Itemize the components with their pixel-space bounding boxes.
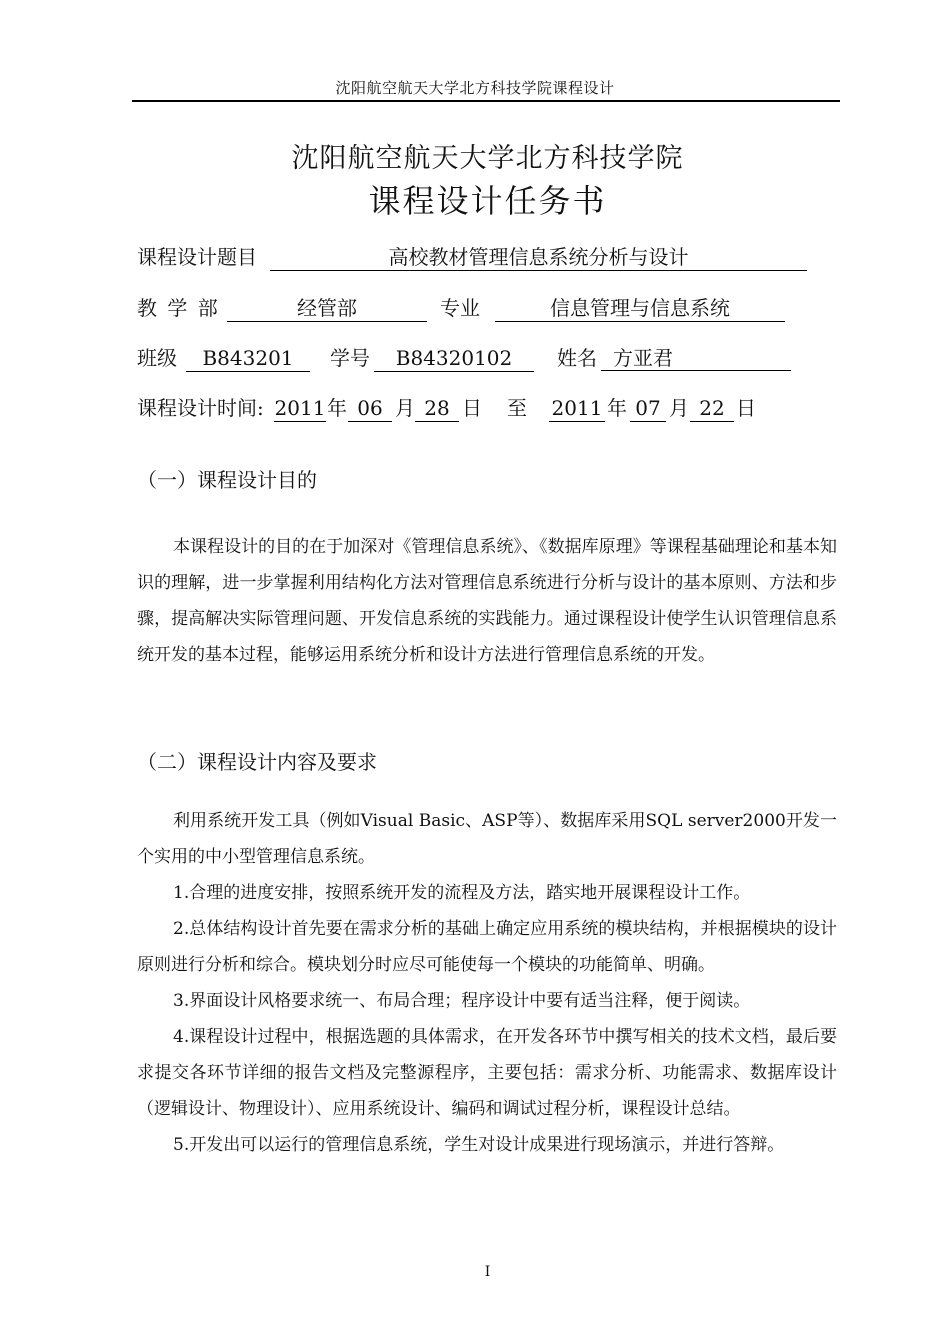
class-label: 班级	[137, 346, 177, 370]
section1-paragraph: 本课程设计的目的在于加深对《管理信息系统》、《数据库原理》等课程基础理论和基本知识的理解，进一步掌握利用结构化方法对管理信息系统进行分析与设计的基本原则、方法和步骤，提高解决实际管理问题、开发信息系统的实践能力。通过课程设计使学生认识管理信息系统开发的基本过程，能够运用系统分析和设计方法进行管理信息系统的开发。	[137, 537, 837, 665]
document-title: 课程设计任务书	[368, 182, 607, 220]
start-year-char: 年	[327, 396, 347, 420]
name-label: 姓名	[557, 346, 597, 370]
start-day-char: 日	[462, 396, 482, 420]
end-day-char: 日	[736, 396, 756, 420]
end-month: 07	[630, 395, 666, 422]
running-header: 沈阳航空航天大学北方科技学院课程设计	[335, 79, 615, 97]
end-year: 2011	[549, 395, 605, 422]
time-label: 课程设计时间:	[137, 396, 264, 420]
end-day: 22	[690, 395, 734, 422]
requirement-item-2: 2.总体结构设计首先要在需求分析的基础上确定应用系统的模块结构，并根据模块的设计原则进行分析和综合。模块划分时应尽可能使每一个模块的功能简单、明确。	[137, 919, 837, 975]
to-label: 至	[507, 396, 527, 420]
major-value: 信息管理与信息系统	[495, 295, 785, 322]
dept-value: 经管部	[227, 295, 427, 322]
requirement-item-5: 5.开发出可以运行的管理信息系统，学生对设计成果进行现场演示，并进行答辩。	[173, 1135, 785, 1155]
section2-intro: 利用系统开发工具（例如Visual Basic、ASP等）、数据库采用SQL server2000开发一个实用的中小型管理信息系统。	[137, 811, 837, 867]
name-value: 方亚君	[601, 345, 791, 371]
section1-heading: （一）课程设计目的	[137, 468, 317, 492]
section1-body	[137, 529, 837, 673]
requirement-item-1: 1.合理的进度安排，按照系统开发的流程及方法，踏实地开展课程设计工作。	[173, 883, 751, 903]
page-number: I	[484, 1264, 491, 1280]
class-value: B843201	[186, 345, 310, 372]
id-label: 学号	[330, 346, 370, 370]
topic-label: 课程设计题目	[137, 245, 257, 269]
end-month-char: 月	[669, 396, 689, 420]
section2-heading: （二）课程设计内容及要求	[137, 750, 377, 774]
id-value: B84320102	[374, 345, 534, 372]
requirement-item-3: 3.界面设计风格要求统一、布局合理；程序设计中要有适当注释，便于阅读。	[173, 991, 751, 1011]
major-label: 专业	[440, 296, 480, 320]
requirement-item-4: 4.课程设计过程中，根据选题的具体需求，在开发各环节中撰写相关的技术文档，最后要求提交各环节详细的报告文档及完整源程序，主要包括：需求分析、功能需求、数据库设计（逻辑设计、物理设计）、应用系统设计、编码和调试过程分析，课程设计总结。	[137, 1027, 837, 1119]
section2-body	[137, 803, 837, 1163]
end-year-char: 年	[607, 396, 627, 420]
topic-value: 高校教材管理信息系统分析与设计	[270, 244, 807, 271]
start-month-char: 月	[395, 396, 415, 420]
start-month: 06	[348, 395, 392, 422]
start-year: 2011	[274, 396, 326, 420]
start-day: 28	[415, 395, 459, 422]
institution-title: 沈阳航空航天大学北方科技学院	[291, 143, 684, 174]
dept-label: 教 学 部	[137, 296, 220, 320]
header-rule	[132, 100, 840, 102]
